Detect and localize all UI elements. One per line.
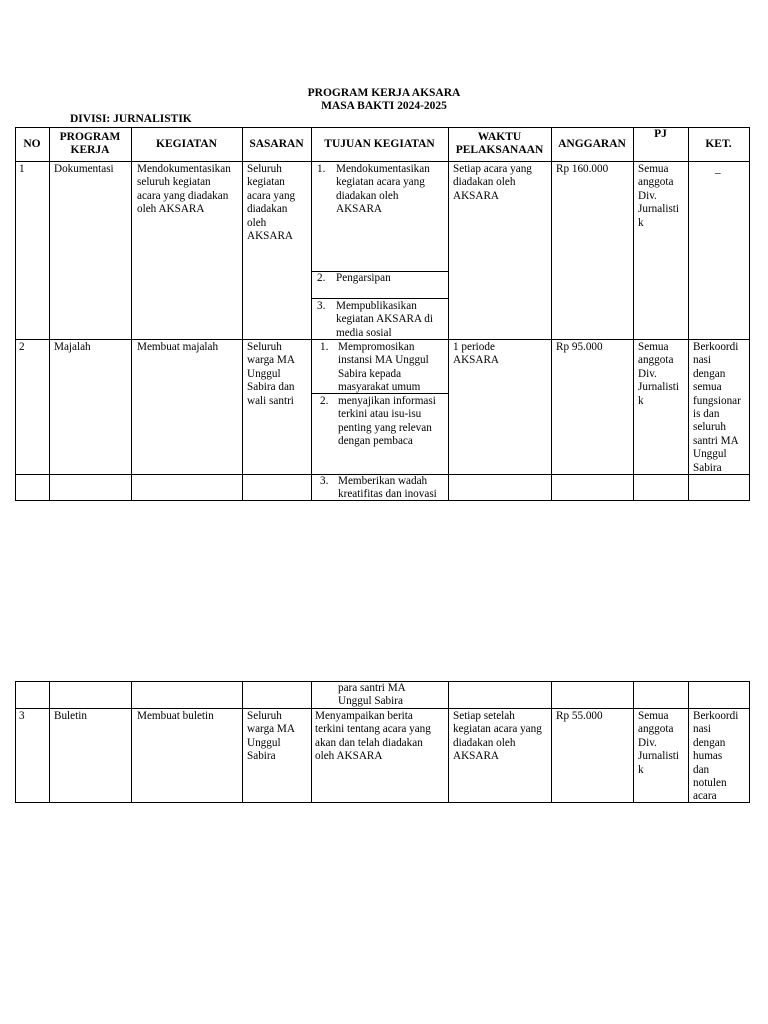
tujuan-item: Mempromosikan instansi MA Unggul Sabira kepada masyarakat umum [338,341,429,394]
tujuan-item: Pengarsipan [336,272,391,284]
row-kegiatan: Membuat majalah [137,341,219,353]
header-pj: PJ [654,128,667,140]
row-number: 3 [19,710,25,722]
header-kegiatan: KEGIATAN [156,138,217,150]
header-sasaran: SASARAN [249,138,304,150]
row-anggaran: Rp 95.000 [556,341,603,353]
row-waktu: Setiap acara yang diadakan oleh AKSARA [453,163,532,202]
row-ket: Berkoordi nasi dengan humas dan notulen acara [693,710,739,803]
tujuan-number: 1. [317,163,326,175]
row-pj: Semua anggota Div. Jurnalisti k [638,163,680,229]
header-no: NO [23,138,41,150]
tujuan-number: 3. [317,300,326,312]
row-program: Majalah [54,341,91,353]
tujuan-item: Mendokumentasikan kegiatan acara yang diadakan oleh AKSARA [336,163,430,216]
row-program: Buletin [54,710,87,722]
row-sasaran: Seluruh warga MA Unggul Sabira dan wali santri [247,341,295,407]
header-ket: KET. [705,138,732,150]
tujuan-item: Mempublikasikan kegiatan AKSARA di media sosial [336,300,433,339]
document-title: PROGRAM KERJA AKSARA [307,87,461,99]
row-pj: Semua anggota Div. Jurnalisti k [638,710,680,776]
division-label: DIVISI: JURNALISTIK [70,113,192,125]
header-waktu-pelaksanaan: WAKTU PELAKSANAAN [455,131,544,156]
tujuan-item-continuation: para santri MA Unggul Sabira [338,682,406,708]
row-anggaran: Rp 55.000 [556,710,603,722]
row-ket: Berkoordi nasi dengan semua fungsionar is dan seluruh santri MA Unggul Sabira [693,341,741,474]
row-ket: _ [715,163,721,175]
row-number: 2 [19,341,25,353]
tujuan-item: Memberikan wadah kreatifitas dan inovasi [338,475,437,501]
tujuan-number: 2. [317,272,326,284]
row-waktu: 1 periode AKSARA [453,341,500,367]
row-sasaran: Seluruh kegiatan acara yang diadakan oleh AKSARA [247,163,296,243]
row-anggaran: Rp 160.000 [556,163,609,175]
tujuan-item: menyajikan informasi terkini atau isu-isu penting yang relevan dengan pembaca [338,395,436,448]
tujuan-item: Menyampaikan berita terkini tentang acara yang akan dan telah diadakan oleh AKSARA [315,710,431,763]
row-pj: Semua anggota Div. Jurnalisti k [638,341,680,407]
row-kegiatan: Membuat buletin [137,710,214,722]
row-sasaran: Seluruh warga MA Unggul Sabira [247,710,295,763]
tujuan-number: 3. [320,475,329,487]
row-number: 1 [19,163,25,175]
tujuan-number: 1. [320,341,329,353]
tujuan-number: 2. [320,395,329,407]
row-program: Dokumentasi [54,163,114,175]
row-kegiatan: Mendokumentasikan seluruh kegiatan acara yang diadakan oleh AKSARA [137,163,231,216]
header-anggaran: ANGGARAN [558,138,626,150]
header-tujuan-kegiatan: TUJUAN KEGIATAN [324,138,435,150]
document-subtitle: MASA BAKTI 2024-2025 [321,100,447,112]
header-program-kerja: PROGRAM KERJA [59,131,121,156]
row-waktu: Setiap setelah kegiatan acara yang diadakan oleh AKSARA [453,710,542,763]
